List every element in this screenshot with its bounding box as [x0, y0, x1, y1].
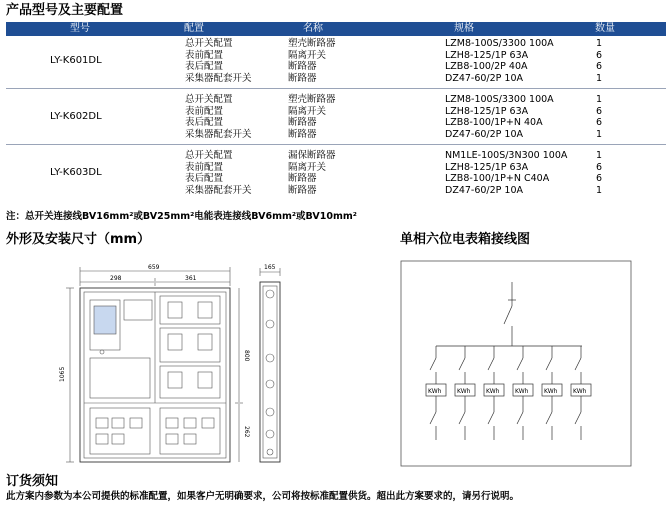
- table-cell: 总开关配置: [185, 38, 233, 49]
- table-cell: 断路器: [288, 184, 317, 196]
- order-title: 订货须知: [6, 474, 59, 489]
- table-cell: 表后配置: [185, 173, 224, 184]
- table-cell: DZ47-60/2P 10A: [445, 72, 524, 84]
- dim-upper-height: 800: [243, 350, 250, 362]
- table-cell: 断路器: [288, 173, 317, 184]
- meter-label: KWh: [544, 388, 558, 395]
- table-cell: LZH8-125/1P 63A: [445, 105, 529, 117]
- table-cell: 表后配置: [185, 61, 224, 72]
- dim-depth: 165: [264, 264, 276, 271]
- table-cell: 隔离开关: [288, 105, 327, 117]
- table-cell: 表前配置: [185, 49, 224, 61]
- meter-label: KWh: [457, 388, 471, 395]
- table-cell: 6: [596, 161, 603, 173]
- group-divider: [6, 88, 666, 89]
- table-cell: 1: [596, 128, 603, 140]
- table-cell: 采集器配套开关: [185, 128, 252, 140]
- table-cell: 1: [596, 184, 603, 196]
- meter-label: KWh: [515, 388, 529, 395]
- group-divider: [6, 144, 666, 145]
- meter-columns: [426, 346, 591, 440]
- table-cell: 6: [596, 173, 603, 184]
- meter-label: KWh: [486, 388, 500, 395]
- wiring-note: 注：总开关连接线BV16mm²或BV25mm²电能表连接线BV6mm²或BV10mm²: [6, 211, 357, 222]
- table-cell: DZ47-60/2P 10A: [445, 128, 524, 140]
- table-cell: LZM8-100S/3300 100A: [445, 94, 554, 105]
- dim-height: 1065: [59, 366, 66, 382]
- dim-left-width: 298: [110, 275, 122, 282]
- dim-right-width: 361: [185, 275, 197, 282]
- table-cell: LZM8-100S/3300 100A: [445, 38, 554, 49]
- meter-column: [571, 346, 591, 440]
- meter-column: [542, 346, 562, 440]
- table-cell: 6: [596, 49, 603, 61]
- header-qty: 数量: [595, 23, 615, 34]
- table-cell: 断路器: [288, 117, 317, 128]
- table-cell: 塑壳断路器: [288, 94, 336, 105]
- table-cell: LZH8-125/1P 63A: [445, 49, 529, 61]
- table-cell: 隔离开关: [288, 161, 327, 173]
- table-cell: 采集器配套开关: [185, 72, 252, 84]
- table-cell: 断路器: [288, 128, 317, 140]
- header-spec: 规格: [454, 23, 474, 34]
- table-cell: LZB8-100/1P+N 40A: [445, 117, 543, 128]
- table-cell: 断路器: [288, 61, 317, 72]
- dim-overall-width: 659: [148, 264, 160, 271]
- table-cell: 1: [596, 72, 603, 84]
- table-cell: 6: [596, 61, 603, 72]
- header-config: 配置: [184, 23, 204, 34]
- dimension-drawing: [40, 262, 310, 470]
- meter-column: [513, 346, 533, 440]
- table-cell: LZB8-100/2P 40A: [445, 61, 528, 72]
- table-cell: 1: [596, 38, 603, 49]
- table-cell: DZ47-60/2P 10A: [445, 184, 524, 196]
- table-cell: 采集器配套开关: [185, 184, 252, 196]
- table-cell: 漏保断路器: [288, 150, 336, 161]
- table-cell: 隔离开关: [288, 49, 327, 61]
- table-cell: 1: [596, 150, 603, 161]
- order-text: 此方案内参数为本公司提供的标准配置，如果客户无明确要求，公司将按标准配置供货。超出此方案要求的，请另行说明。: [6, 491, 520, 502]
- section-title: 产品型号及主要配置: [6, 3, 124, 18]
- meter-label: KWh: [428, 388, 442, 395]
- table-cell: LZH8-125/1P 63A: [445, 161, 529, 173]
- table-cell: 总开关配置: [185, 94, 233, 105]
- table-cell: 6: [596, 105, 603, 117]
- table-cell: LZB8-100/1P+N C40A: [445, 173, 550, 184]
- wiring-diagram: [400, 260, 632, 468]
- model-cell: LY-K603DL: [50, 167, 102, 179]
- table-cell: 6: [596, 117, 603, 128]
- dimensions-title: 外形及安装尺寸（mm）: [6, 232, 151, 247]
- model-cell: LY-K602DL: [50, 111, 102, 123]
- meter-column: [484, 346, 504, 440]
- table-cell: 断路器: [288, 72, 317, 84]
- wiring-title: 单相六位电表箱接线图: [400, 232, 531, 247]
- table-cell: 1: [596, 94, 603, 105]
- table-cell: 塑壳断路器: [288, 38, 336, 49]
- meter-label: KWh: [573, 388, 587, 395]
- model-cell: LY-K601DL: [50, 55, 102, 67]
- table-header-row: [6, 22, 666, 36]
- header-model: 型号: [70, 23, 90, 34]
- dim-lower-height: 262: [243, 426, 250, 438]
- table-cell: 表后配置: [185, 117, 224, 128]
- meter-column: [455, 346, 475, 440]
- meter-column: [426, 346, 446, 440]
- table-cell: 表前配置: [185, 161, 224, 173]
- header-name: 名称: [303, 23, 323, 34]
- table-cell: 总开关配置: [185, 150, 233, 161]
- table-cell: NM1LE-100S/3N300 100A: [445, 150, 568, 161]
- table-cell: 表前配置: [185, 105, 224, 117]
